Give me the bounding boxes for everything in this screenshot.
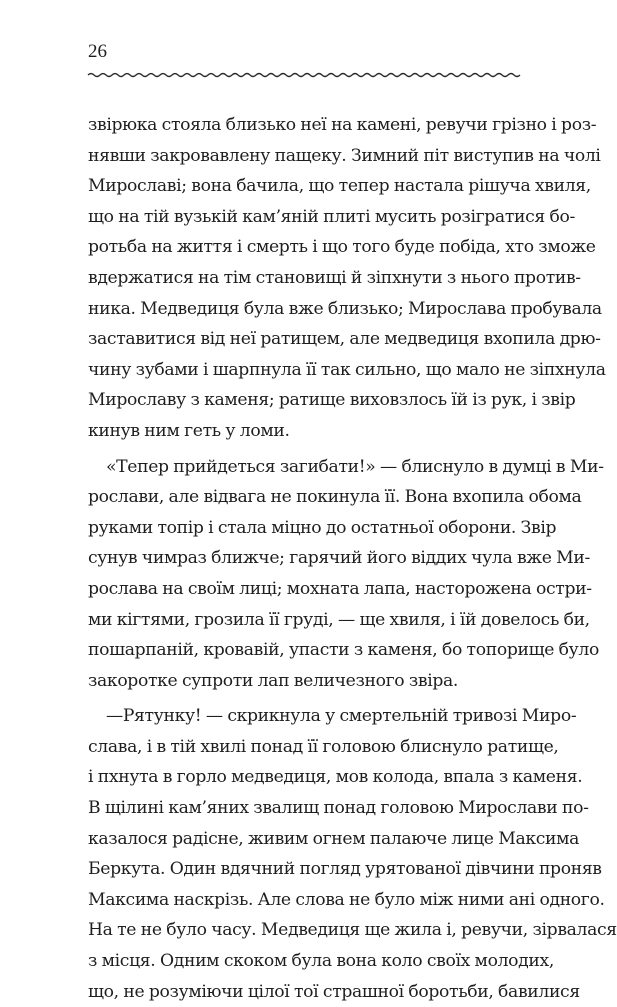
text-line: і пхнута в горло медведиця, мов колода, впала з каменя.	[88, 767, 583, 788]
text-line: кинув ним геть у ломи.	[88, 420, 290, 441]
text-line: заставитися від неї ратищем, але медведиця вхопила дрю-	[88, 329, 601, 350]
text-line: що, не розуміючи цілої тої страшної боротьби, бавилися	[88, 981, 580, 1002]
text-line: В щілині кам’яних звалищ понад головою Мирослави по-	[88, 798, 589, 819]
wavy-divider	[88, 68, 512, 82]
text-line: з місця. Одним скоком була вона коло своїх молодих,	[88, 951, 554, 972]
text-line: звірюка стояла близько неї на камені, ревучи грізно і роз-	[88, 115, 597, 135]
text-line: пошарпаній, кровавій, упасти з каменя, бо топорище було	[88, 640, 599, 661]
text-line: руками топір і стала міцно до остатньої оборони. Звір	[88, 517, 557, 538]
paragraph	[88, 701, 617, 1007]
text-line: рослави, але відвага не покинула її. Вона вхопила обома	[88, 487, 582, 508]
text-line: чину зубами і шарпнула її так сильно, що мало не зіпхнула	[88, 359, 606, 380]
text-line: слава, і в тій хвилі понад її головою блиснуло ратище,	[88, 736, 559, 757]
text-line: ротьба на життя і смерть і що того буде побіда, хто зможе	[88, 237, 596, 258]
text-line: що на тій вузькій кам’яній плиті мусить розігратися бо-	[88, 206, 575, 227]
text-line: Мирославу з каменя; ратище виховзлось їй із рук, і звір	[88, 390, 576, 411]
text-line: Максима наскрізь. Але слова не було між ними ані одного.	[88, 889, 605, 910]
page-number: 26	[88, 41, 107, 62]
text-line: рослава на своїм лиці; мохната лапа, насторожена остри-	[88, 578, 592, 599]
paragraph	[88, 452, 604, 697]
body-text	[88, 110, 617, 1007]
text-line: казалося радісне, живим огнем палаюче лице Максима	[88, 828, 580, 849]
text-line: ника. Медведиця була вже близько; Мирослава пробувала	[88, 298, 602, 319]
text-line: сунув чимраз ближче; гарячий його віддих чула вже Ми-	[88, 548, 590, 569]
text-line: закоротке супроти лап величезного звіра.	[88, 670, 459, 691]
paragraph	[88, 110, 606, 447]
text-line: вдержатися на тім становищі й зіпхнути з нього против-	[88, 267, 581, 288]
text-line: На те не було часу. Медведиця ще жила і, ревучи, зірвалася	[88, 920, 617, 941]
text-line: нявши закровавлену пащеку. Зимний піт виступив на чолі	[88, 145, 601, 166]
text-line: —Рятунку! — скрикнула у смертельній тривозі Миро-	[106, 706, 577, 727]
text-line: Беркута. Один вдячний погляд урятованої дівчини проняв	[88, 859, 602, 880]
text-line: «Тепер прийдеться загибати!» — блиснуло в думці в Ми-	[106, 456, 604, 477]
text-line: ми кігтями, грозила її груді, — ще хвиля, і їй довелось би,	[88, 609, 590, 630]
text-line: Мирославі; вона бачила, що тепер настала рішуча хвиля,	[88, 176, 591, 197]
